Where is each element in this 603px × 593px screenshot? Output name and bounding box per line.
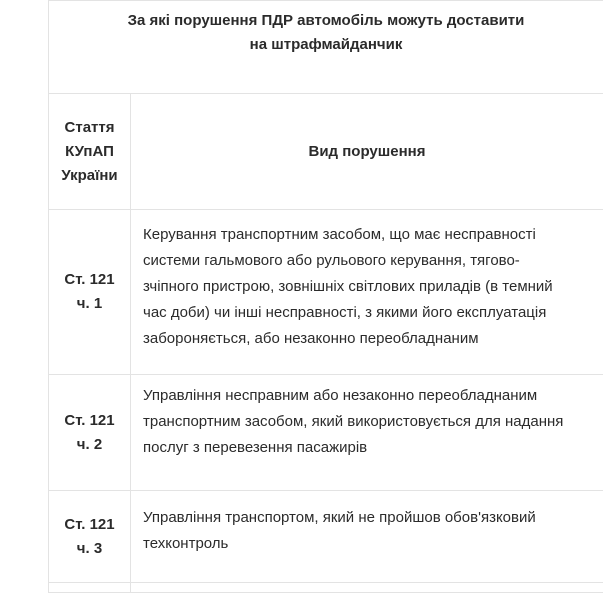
article-part: ч. 1 xyxy=(53,292,126,316)
article-number: Ст. 121 xyxy=(53,513,126,537)
description-line: техконтроль xyxy=(143,531,591,557)
title-row xyxy=(49,1,603,94)
article-number: Ст. 121 xyxy=(53,409,126,433)
header-violation: Вид порушення xyxy=(131,94,603,210)
description-line: послуг з перевезення пасажирів xyxy=(143,435,591,461)
header-article-line-1: Стаття xyxy=(49,116,130,140)
table-row-partial xyxy=(49,583,603,593)
violations-table xyxy=(48,0,603,593)
table-title-line-1: За які порушення ПДР автомобіль можуть доставити xyxy=(59,9,593,33)
header-article xyxy=(49,94,131,210)
description-line: системи гальмового або рульового керування, тягово- xyxy=(143,248,591,274)
description-line: транспортним засобом, який використовується для надання xyxy=(143,409,591,435)
header-row xyxy=(49,94,603,210)
table-row xyxy=(49,210,603,375)
description-line: забороняється, або незаконно переобладнаним xyxy=(143,326,591,352)
article-part: ч. 2 xyxy=(53,433,126,457)
description-line: Управління транспортом, який не пройшов обов'язковий xyxy=(143,505,591,531)
header-article-line-3: України xyxy=(49,164,130,188)
header-article-line-2: КУпАП xyxy=(49,140,130,164)
description-line: Управління несправним або незаконно переобладнаним xyxy=(143,383,591,409)
description-line: час доби) чи інші несправності, з якими його експлуатація xyxy=(143,300,591,326)
violation-description xyxy=(131,210,603,375)
violation-description xyxy=(131,491,603,583)
article-part: ч. 3 xyxy=(53,537,126,561)
table-row xyxy=(49,491,603,583)
article-cell xyxy=(49,375,131,491)
table-title xyxy=(49,1,603,94)
description-line: зчіпного пристрою, зовнішніх світлових приладів (в темний xyxy=(143,274,591,300)
article-cell xyxy=(49,491,131,583)
article-number: Ст. 121 xyxy=(53,268,126,292)
article-cell xyxy=(49,210,131,375)
description-cell-empty xyxy=(131,583,603,593)
table-row xyxy=(49,375,603,491)
description-line: Керування транспортним засобом, що має несправності xyxy=(143,222,591,248)
article-cell-empty xyxy=(49,583,131,593)
violation-description xyxy=(131,375,603,491)
table-title-line-2: на штрафмайданчик xyxy=(59,33,593,57)
